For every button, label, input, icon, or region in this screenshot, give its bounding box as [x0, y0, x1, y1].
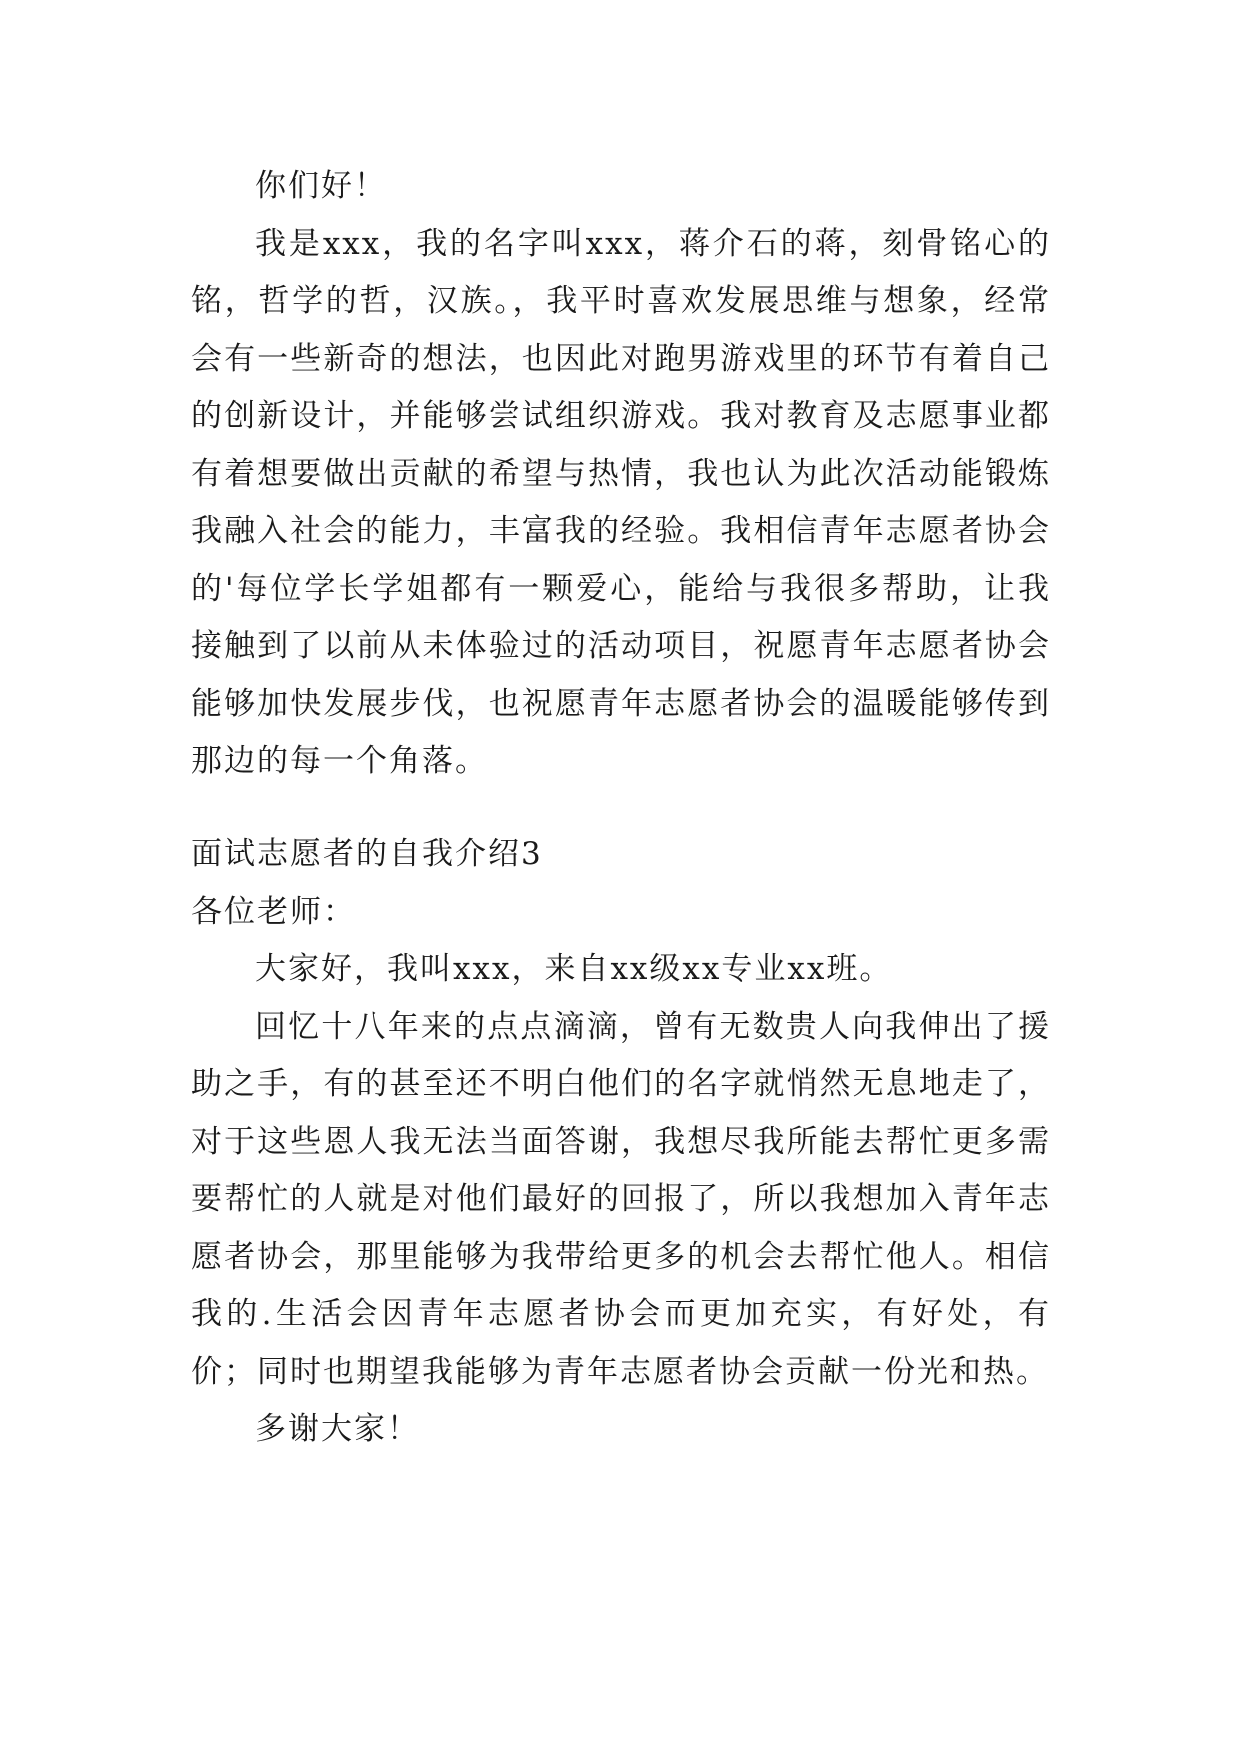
section-2: [191, 826, 1051, 1459]
intro-paragraph: 我是xxx，我的名字叫xxx，蒋介石的蒋，刻骨铭心的铭，哲学的哲，汉族。，我平时喜欢发展思维与想象，经常会有一些新奇的想法，也因此对跑男游戏里的环节有着自己的创新设计，并能够尝试组织游戏。我对教育及志愿事业都有着想要做出贡献的希望与热情，我也认为此次活动能锻炼我融入社会的能力，丰富我的经验。我相信青年志愿者协会的'每位学长学姐都有一颗爱心，能给与我很多帮助，让我接触到了以前从未体验过的活动项目，祝愿青年志愿者协会能够加快发展步伐，也祝愿青年志愿者协会的温暖能够传到那边的每一个角落。: [191, 225, 1051, 779]
section-heading: 面试志愿者的自我介绍3: [191, 836, 543, 872]
section-1: [191, 158, 1051, 791]
body-paragraph: 回忆十八年来的点点滴滴，曾有无数贵人向我伸出了援助之手，有的甚至还不明白他们的名字就悄然无息地走了，对于这些恩人我无法当面答谢，我想尽我所能去帮忙更多需要帮忙的人就是对他们最好的回报了，所以我想加入青年志愿者协会，那里能够为我带给更多的机会去帮忙他人。相信我的.生活会因青年志愿者协会而更加充实，有好处，有价；同时也期望我能够为青年志愿者协会贡献一份光和热。: [191, 1008, 1051, 1390]
greeting-paragraph: 你们好！: [255, 168, 387, 204]
greeting-paragraph-2: 大家好，我叫xxx，来自xx级xx专业xx班。: [255, 951, 893, 987]
salutation-line: 各位老师：: [191, 893, 356, 930]
closing-paragraph: 多谢大家！: [255, 1411, 420, 1447]
